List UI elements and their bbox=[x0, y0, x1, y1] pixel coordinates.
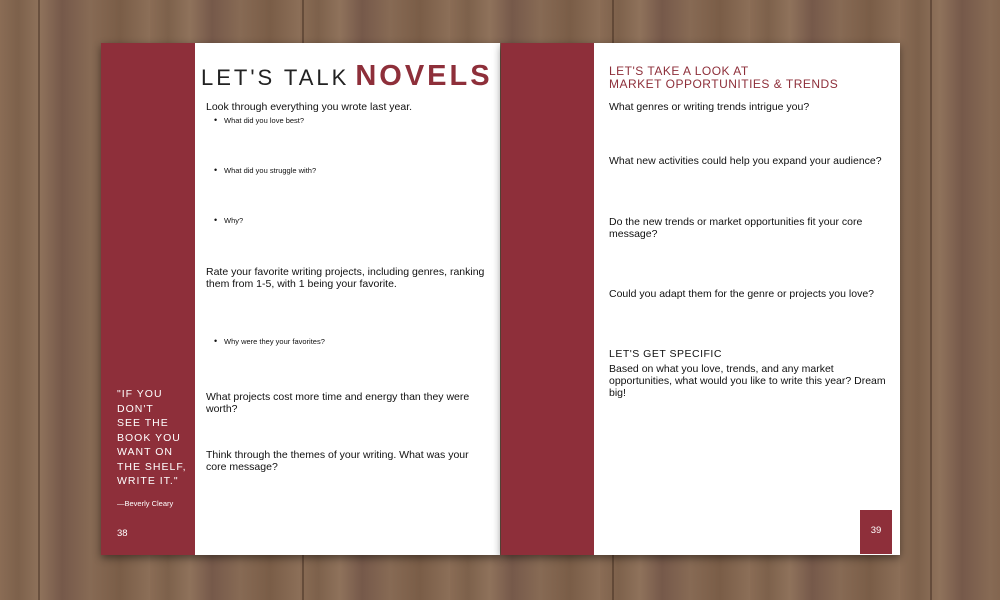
right-page bbox=[501, 43, 900, 555]
quote-author: —Beverly Cleary bbox=[117, 499, 174, 508]
page-number-right: 39 bbox=[870, 525, 882, 536]
question-core-message: Do the new trends or market opportunities fit your core message? bbox=[609, 216, 863, 240]
prompt-review-last-year: Look through everything you wrote last year. bbox=[206, 101, 413, 113]
wood-plank-seam bbox=[38, 0, 40, 600]
bullet-struggle: • What did you struggle with? bbox=[224, 166, 316, 175]
question-activities: What new activities could help you expand your audience? bbox=[609, 155, 882, 167]
subheading-get-specific: LET'S GET SPECIFIC bbox=[609, 348, 722, 360]
prompt-costly-projects: What projects cost more time and energy than they were worth? bbox=[206, 391, 470, 415]
prompt-themes: Think through the themes of your writing. What was your core message? bbox=[206, 449, 469, 473]
right-color-band bbox=[501, 43, 594, 555]
page-title-light: LET'S TALK bbox=[201, 65, 350, 90]
left-color-band bbox=[101, 43, 195, 555]
left-page bbox=[101, 43, 500, 555]
pull-quote: "IF YOU DON'T SEE THE BOOK YOU WANT ON THE SHELF, WRITE IT." bbox=[117, 388, 187, 487]
wood-plank-seam bbox=[930, 0, 932, 600]
page-number-badge bbox=[860, 510, 892, 554]
section-heading bbox=[609, 65, 838, 91]
page-number-left: 38 bbox=[117, 528, 128, 539]
section-heading-line-1: LET'S TAKE A LOOK AT bbox=[609, 64, 749, 78]
section-heading-line-2: MARKET OPPORTUNITIES & TRENDS bbox=[609, 77, 839, 91]
question-adapt: Could you adapt them for the genre or projects you love? bbox=[609, 288, 874, 300]
prompt-rate-projects: Rate your favorite writing projects, including genres, ranking them from 1-5, with 1 being your favorite. bbox=[206, 266, 485, 290]
bullet-love-best: • What did you love best? bbox=[224, 116, 304, 125]
page-title bbox=[201, 60, 493, 93]
page-title-bold: NOVELS bbox=[355, 60, 493, 92]
bullet-why: • Why? bbox=[224, 216, 243, 225]
question-genres: What genres or writing trends intrigue you? bbox=[609, 101, 810, 113]
question-dream-big: Based on what you love, trends, and any market opportunities, what would you like to write this year? Dream big! bbox=[609, 363, 886, 399]
bullet-why-favorites: • Why were they your favorites? bbox=[224, 337, 325, 346]
